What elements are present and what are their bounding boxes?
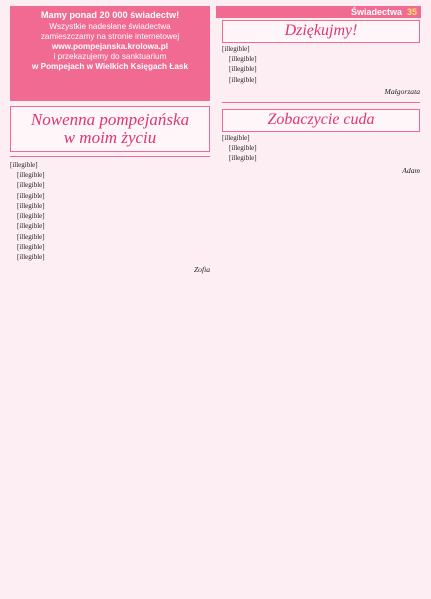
paragraph: [illegible]: [229, 65, 257, 74]
section-header: [216, 6, 421, 18]
paragraph: [illegible]: [17, 243, 45, 252]
paragraph: [illegible]: [229, 75, 257, 84]
paragraph: [illegible]: [17, 191, 45, 200]
right-column: [222, 20, 420, 589]
paragraph: [illegible]: [17, 201, 45, 210]
paragraph: [illegible]: [229, 55, 257, 64]
left-column: [10, 106, 210, 579]
paragraph: [illegible]: [17, 222, 45, 231]
paragraph: [illegible]: [17, 253, 45, 262]
promo-line: zamieszczamy na stronie internetowej: [40, 32, 180, 42]
promo-headline: Mamy ponad 20 000 świadectw!: [40, 10, 180, 20]
section-label: Świadectwa: [350, 7, 402, 17]
right-article-1-title: Dziękujmy!: [284, 22, 358, 39]
promo-line: Wszystkie nadesłane świadectwa: [49, 22, 171, 32]
paragraph: [illegible]: [229, 144, 257, 153]
left-article-title-box: [10, 106, 210, 152]
title-line-2: w moim życiu: [63, 127, 157, 147]
left-article-body: [10, 161, 210, 263]
title-rule: [10, 156, 210, 157]
paragraph: [illegible]: [222, 133, 250, 142]
paragraph: [illegible]: [17, 170, 45, 179]
promo-box: [10, 6, 210, 101]
paragraph: [illegible]: [17, 181, 45, 190]
promo-url-link[interactable]: www.pompejanska.krolowa.pl: [51, 42, 169, 52]
left-article-title: [17, 111, 203, 147]
right-article-2-title: Zobaczycie cuda: [267, 110, 375, 128]
paragraph: [illegible]: [10, 160, 38, 169]
right-article-1-body: [222, 45, 420, 85]
promo-shrine: w Pompejach w Wielkich Księgach Łask: [32, 62, 188, 72]
paragraph: [illegible]: [17, 232, 45, 241]
right-article-2-title-box: [222, 109, 420, 132]
left-article-signature: Zofia: [193, 264, 210, 274]
right-article-1-title-box: [222, 20, 420, 43]
article-divider: [222, 102, 420, 103]
page-number: 35: [406, 7, 417, 17]
right-article-1-signature: Małgorzata: [384, 86, 420, 96]
right-article-2-body: [222, 134, 420, 164]
title-line-1: Nowenna pompejańska: [30, 110, 190, 129]
paragraph: [illegible]: [229, 154, 257, 163]
paragraph: [illegible]: [222, 44, 250, 53]
right-article-2-signature: Adam: [402, 165, 420, 175]
promo-line: i przekazujemy do sanktuarium: [53, 52, 167, 62]
paragraph: [illegible]: [17, 212, 45, 221]
